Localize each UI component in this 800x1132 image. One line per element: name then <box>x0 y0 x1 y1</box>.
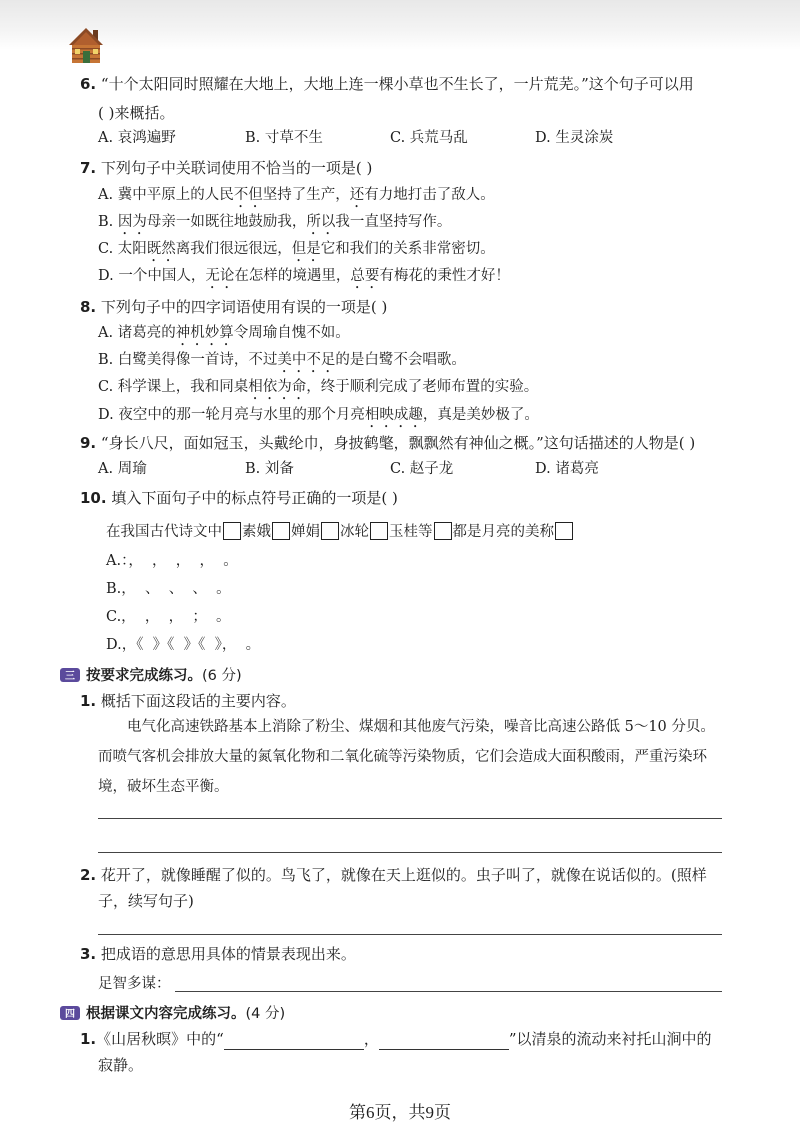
text: C. 太阳 <box>98 241 147 257</box>
text: D. 一个中国人， <box>98 268 206 284</box>
question-10 <box>80 487 398 509</box>
question-text: 填入下面句子中的标点符号正确的一项是( ) <box>111 489 398 507</box>
text: D. 夜空中的那一轮月亮与水里的那个月亮 <box>98 407 365 423</box>
option-d: D.，《 》《 》《 》， 。 <box>106 637 261 653</box>
text: 母亲一如既往地鼓励我， <box>146 214 307 230</box>
blank-box[interactable] <box>434 522 452 540</box>
keyword: 因为 <box>117 214 147 230</box>
passage: 电气化高速铁路基本上消除了粉尘、煤烟和其他废气污染，噪音比高速公路低 5～10 分贝。而喷气客机会排放大量的氮氧化物和二氧化硫等污染物质，它们会造成大面积酸雨，严重污染环境，破坏生态平衡。 <box>98 719 715 795</box>
section-title: 根据课文内容完成练习。 <box>86 1006 246 1022</box>
question-text: 花开了，就像睡醒了似的。鸟飞了，就像在天上逛似的。虫子叫了，就像在说话似的。(照样 <box>100 866 707 884</box>
text: C. 科学课上，我和同桌 <box>98 379 249 395</box>
text: ，真是美妙极了。 <box>422 407 539 423</box>
fill-sentence <box>106 520 574 541</box>
text: A. 冀中平原上的人民 <box>98 187 234 203</box>
question-text: “十个太阳同时照耀在大地上，大地上连一棵小草也不生长了，一片荒芜。”这个句子可以用 <box>100 75 694 93</box>
section-number-icon: 三 <box>60 668 80 682</box>
text: B. 白鹭美得像一首诗，不过 <box>98 352 278 368</box>
sentence-part: 在我国古代诗文中 <box>106 524 222 540</box>
question-text-cont: 子，续写句子) <box>98 892 194 910</box>
top-strip <box>0 0 800 50</box>
option-c: C. 兵荒马乱 <box>390 130 468 146</box>
question-6-cont: ( )来概括。 <box>98 104 175 122</box>
option-c <box>98 376 538 403</box>
sentence-part: 玉桂等 <box>389 524 433 540</box>
page-footer: 第6页，共9页 <box>349 1103 451 1122</box>
option-b: B. 寸草不生 <box>245 130 323 146</box>
text: 离我们很远很远， <box>175 241 292 257</box>
keyword: 神机妙算 <box>175 325 234 341</box>
option-b <box>98 349 466 376</box>
keyword: 不但 <box>233 187 263 203</box>
option-b: B.， 、 、 、 。 <box>106 581 231 597</box>
question-number: 8. <box>80 298 97 316</box>
text: 令周瑜自愧不如。 <box>233 325 350 341</box>
keyword: 既然 <box>146 241 176 257</box>
question-9 <box>80 432 695 454</box>
question-text-cont: 寂静。 <box>98 1056 144 1074</box>
question-text: 下列句子中关联词使用不恰当的一项是( ) <box>100 159 373 177</box>
sec4-question-1 <box>80 1028 712 1050</box>
option-c: C. 赵子龙 <box>390 461 454 477</box>
option-b: B. 刘备 <box>245 461 294 477</box>
blank-box[interactable] <box>555 522 573 540</box>
answer-line[interactable] <box>175 991 722 992</box>
option-a: A. 周瑜 <box>98 461 147 477</box>
text: 有梅花的秉性才好！ <box>379 268 510 284</box>
text: ，终于顺利完成了老师布置的实验。 <box>306 379 539 395</box>
option-a <box>98 322 350 349</box>
question-number: 3. <box>80 945 97 963</box>
text: A. 诸葛亮的 <box>98 325 176 341</box>
option-d: D. 诸葛亮 <box>535 461 599 477</box>
sec3-question-3 <box>80 943 356 965</box>
house-icon <box>68 26 104 64</box>
keyword: 相依为命 <box>248 379 307 395</box>
sec3-question-2 <box>80 864 707 886</box>
option-d: D. 生灵涂炭 <box>535 130 614 146</box>
sec3-question-1 <box>80 690 296 712</box>
question-text: 《山居秋暝》中的“ <box>96 1030 224 1048</box>
option-b <box>98 211 451 238</box>
question-number: 2. <box>80 866 97 884</box>
option-d <box>98 265 510 292</box>
text: 在怎样的境遇里， <box>234 268 351 284</box>
question-number: 10. <box>80 489 107 507</box>
sentence-part: 冰轮 <box>340 524 369 540</box>
question-6 <box>80 73 694 95</box>
keyword: 还 <box>349 187 365 203</box>
question-number: 9. <box>80 434 97 452</box>
option-a: A. 哀鸿遍野 <box>98 130 176 146</box>
keyword: 总要 <box>350 268 380 284</box>
sentence-part: 婵娟 <box>291 524 320 540</box>
blank-line[interactable] <box>379 1033 509 1050</box>
question-8 <box>80 296 387 318</box>
option-c: C.， ， ， ； 。 <box>106 609 231 625</box>
blank-line[interactable] <box>224 1033 364 1050</box>
text: 有力地打击了敌人。 <box>364 187 495 203</box>
text: 它和我们的关系非常密切。 <box>320 241 495 257</box>
keyword: 所以 <box>306 214 336 230</box>
section-number-icon: 四 <box>60 1006 80 1020</box>
question-text: 把成语的意思用具体的情景表现出来。 <box>100 945 356 963</box>
question-number: 6. <box>80 75 97 93</box>
section-4-header <box>60 1002 285 1023</box>
section-3-header <box>60 664 242 685</box>
question-number: 7. <box>80 159 97 177</box>
question-number: 1. <box>80 1030 97 1048</box>
question-text: 概括下面这段话的主要内容。 <box>100 692 296 710</box>
text: B. <box>98 214 118 230</box>
option-a: A.：， ， ， ， 。 <box>106 553 238 569</box>
text: 坚持了生产， <box>262 187 350 203</box>
option-d <box>98 404 539 431</box>
sentence-part: 素娥 <box>242 524 271 540</box>
text: 我一直坚持写作。 <box>335 214 452 230</box>
blank-box[interactable] <box>370 522 388 540</box>
question-text: ， <box>363 1030 379 1048</box>
text: 的是白鹭不会唱歌。 <box>335 352 466 368</box>
section-score: (6 分) <box>202 668 242 684</box>
question-text: 下列句子中的四字词语使用有误的一项是( ) <box>100 298 388 316</box>
blank-box[interactable] <box>321 522 339 540</box>
option-a <box>98 184 495 211</box>
keyword: 但是 <box>291 241 321 257</box>
keyword: 无论 <box>205 268 235 284</box>
answer-line[interactable] <box>98 934 722 935</box>
question-text: ”以清泉的流动来衬托山涧中的 <box>508 1030 712 1048</box>
answer-line[interactable] <box>98 852 722 853</box>
answer-line[interactable] <box>98 818 722 819</box>
blank-box[interactable] <box>272 522 290 540</box>
question-text: “身长八尺，面如冠玉，头戴纶巾，身披鹤氅，飘飘然有神仙之概。”这句话描述的人物是( ) <box>100 434 696 452</box>
sentence-part: 都是月亮的美称 <box>452 524 554 540</box>
section-score: (4 分) <box>245 1006 286 1022</box>
question-7 <box>80 157 372 179</box>
keyword: 相映成趣 <box>364 407 423 423</box>
idiom-prompt: 足智多谋： <box>98 976 171 992</box>
question-number: 1. <box>80 692 97 710</box>
section-title: 按要求完成练习。 <box>86 668 202 684</box>
blank-box[interactable] <box>223 522 241 540</box>
option-c <box>98 238 495 265</box>
keyword: 美中不足 <box>277 352 336 368</box>
